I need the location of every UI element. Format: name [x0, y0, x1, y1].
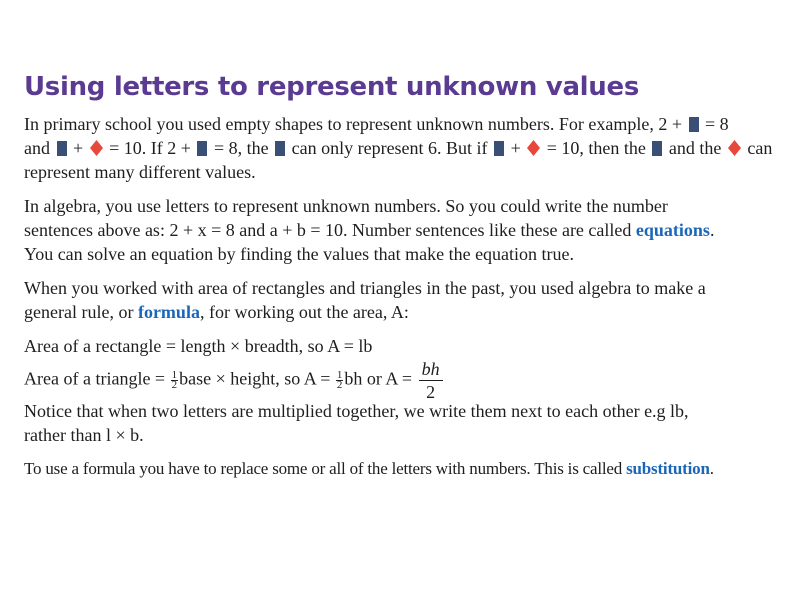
rectangle-area-formula: Area of a rectangle = length × breadth, so A = lb	[24, 336, 373, 356]
paragraph-substitution	[24, 457, 784, 481]
paragraph-algebra	[24, 194, 784, 266]
text: , for working out the area, A:	[199, 302, 409, 322]
text: = 10. If 2 +	[109, 138, 191, 158]
text: +	[510, 138, 521, 158]
page-content	[24, 72, 784, 491]
square-icon	[57, 141, 67, 156]
text: can only represent 6. But if	[291, 138, 488, 158]
text: can	[747, 138, 773, 158]
text: sentences above as: 2 + x = 8 and a + b = 10. Number sentences like these are called	[24, 220, 632, 240]
text: Area of a triangle =	[24, 368, 166, 389]
keyword-formula: formula	[137, 302, 200, 322]
text: = 10, then the	[546, 138, 646, 158]
text: In primary school you used empty shapes to represent unknown numbers. For example, 2 +	[24, 114, 683, 134]
square-icon	[197, 141, 207, 156]
square-icon	[494, 141, 504, 156]
text: = 8	[705, 114, 729, 134]
text: base × height, so A =	[179, 368, 331, 389]
keyword-equations: equations	[635, 220, 710, 240]
diamond-icon	[90, 140, 103, 156]
text: .	[709, 459, 714, 478]
text: Notice that when two letters are multiplied together, we write them next to each other e.g lb,	[24, 401, 689, 421]
text: rather than l × b.	[24, 425, 144, 445]
text: When you worked with area of rectangles and triangles in the past, you used algebra to make a	[24, 278, 706, 298]
formula-block	[24, 334, 784, 403]
text: In algebra, you use letters to represent unknown numbers. So you could write the number	[24, 196, 668, 216]
diamond-icon	[728, 140, 741, 156]
paragraph-shapes	[24, 112, 784, 184]
text: .	[709, 220, 715, 240]
paragraph-area	[24, 276, 784, 324]
paragraph-notice	[24, 399, 784, 447]
text: +	[73, 138, 84, 158]
page-title: Using letters to represent unknown values	[24, 72, 640, 102]
text: = 8, the	[213, 138, 269, 158]
text: general rule, or	[24, 302, 134, 322]
square-icon	[689, 117, 699, 132]
diamond-icon	[527, 140, 540, 156]
half-fraction: $\frac{1}{2}$	[336, 368, 343, 391]
half-fraction: $\frac{1}{2}$	[171, 368, 178, 391]
square-icon	[652, 141, 662, 156]
keyword-substitution: substitution	[626, 459, 710, 478]
text: represent many different values.	[24, 162, 256, 182]
text: and	[24, 138, 50, 158]
text: and the	[668, 138, 722, 158]
text: bh or A =	[344, 368, 413, 389]
text: To use a formula you have to replace some or all of the letters with numbers. This is called	[24, 459, 623, 478]
square-icon	[275, 141, 285, 156]
bh-over-2-fraction: $\frac{bh}{2}$	[419, 358, 443, 403]
text: You can solve an equation by finding the values that make the equation true.	[24, 244, 575, 264]
